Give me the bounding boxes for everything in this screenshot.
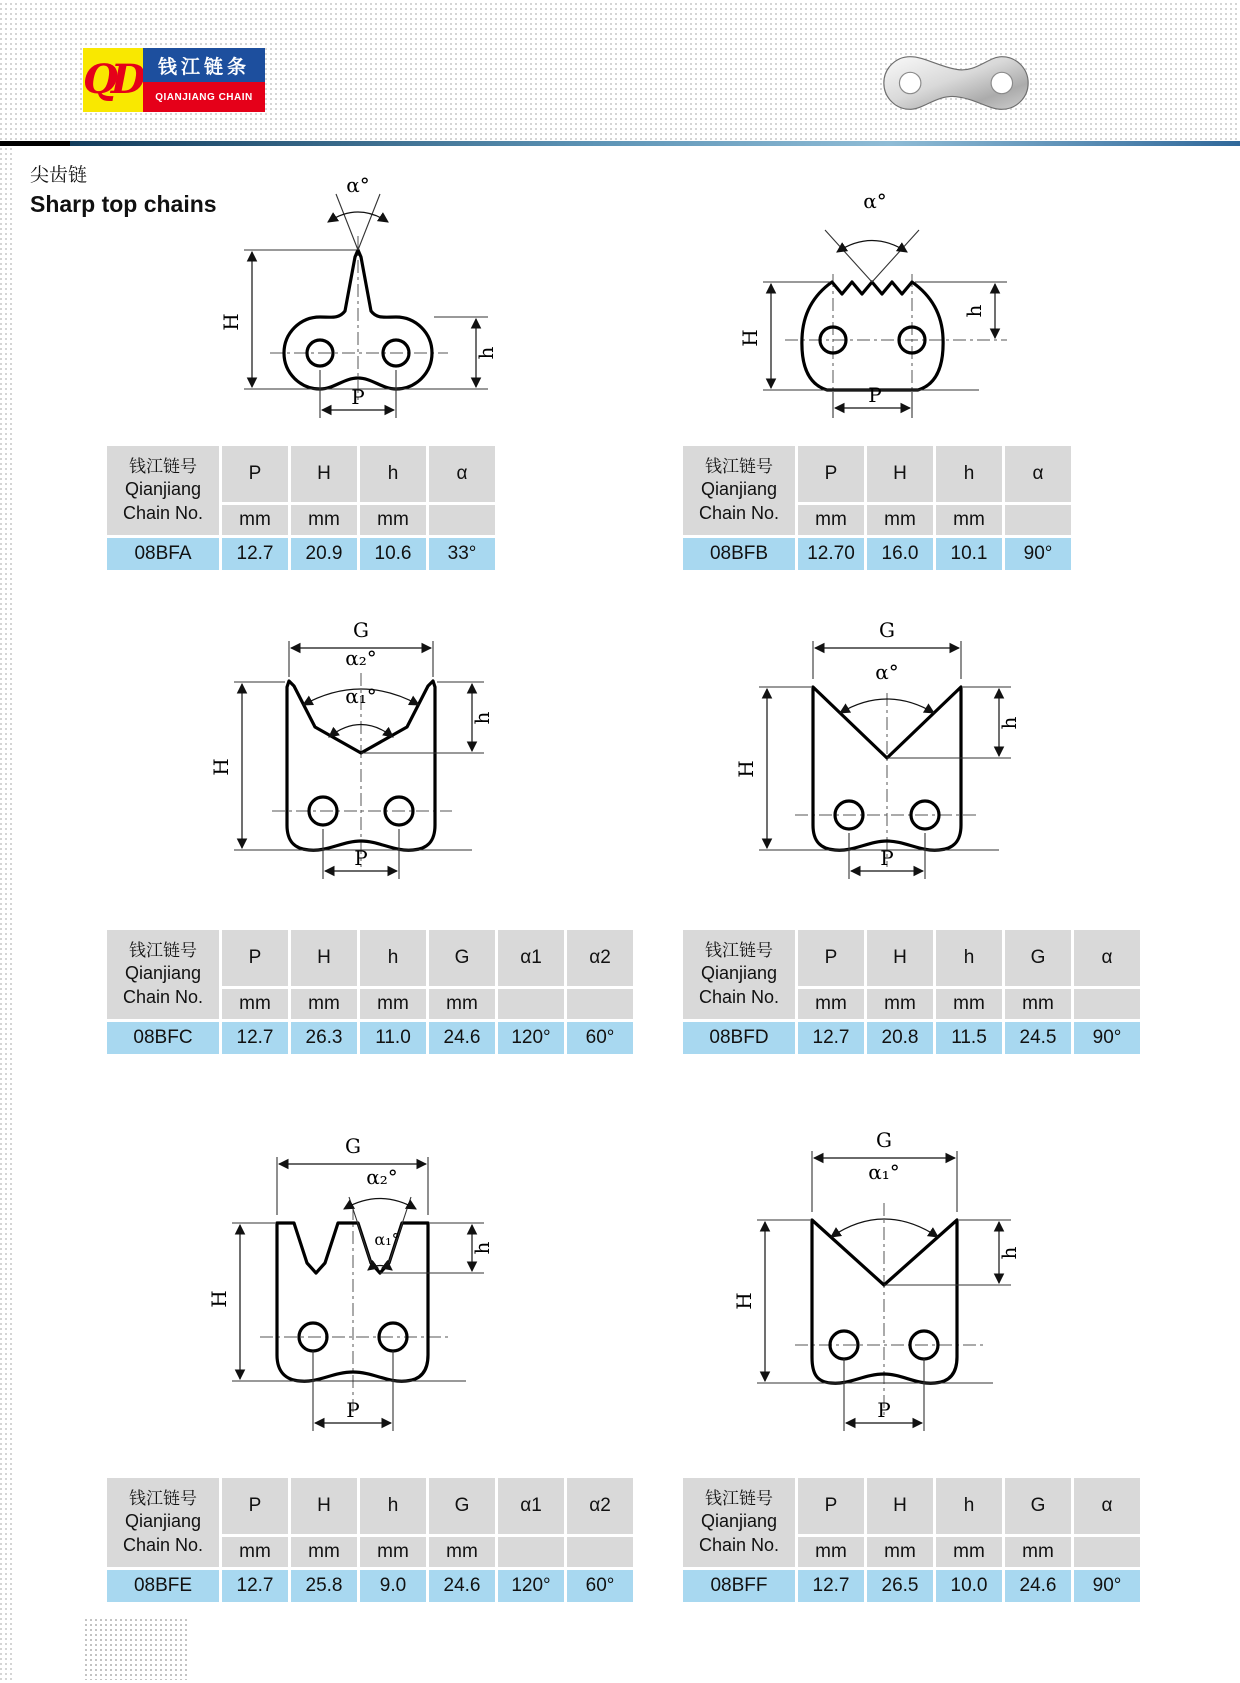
unit-cell	[429, 505, 495, 535]
value-P: 12.7	[222, 1022, 288, 1054]
col-header-h: h	[360, 446, 426, 502]
unit-cell: mm	[867, 505, 933, 535]
monogram-text: QD	[83, 56, 139, 103]
col-header-h: h	[936, 446, 1002, 502]
unit-cell: mm	[429, 989, 495, 1019]
table-row	[107, 538, 495, 570]
brand-logo	[83, 48, 265, 112]
chain-no-header-cell	[107, 930, 219, 1019]
value-alpha: 90°	[1074, 1570, 1140, 1602]
dim-label-H: H	[209, 758, 233, 776]
value-alpha1: 120°	[498, 1570, 564, 1602]
chain-header-en2: Chain No.	[122, 502, 204, 523]
chain-header-zh: 钱江链号	[705, 941, 773, 962]
chain-header-zh: 钱江链号	[705, 457, 773, 478]
dim-label-alpha1: α₁°	[345, 684, 377, 708]
value-P: 12.7	[222, 1570, 288, 1602]
diagram-08bfb	[715, 178, 1035, 423]
unit-cell: mm	[222, 1537, 288, 1567]
dim-label-H: H	[734, 760, 758, 778]
unit-cell: mm	[798, 505, 864, 535]
col-header-alpha: α	[1074, 930, 1140, 986]
unit-cell: mm	[1005, 1537, 1071, 1567]
chain-header-en1: Qianjiang	[700, 963, 778, 984]
page-title	[30, 160, 217, 218]
col-header-H: H	[867, 1478, 933, 1534]
left-dotted-strip	[0, 0, 13, 1683]
col-header-G: G	[429, 930, 495, 986]
unit-cell: mm	[936, 989, 1002, 1019]
col-header-H: H	[291, 1478, 357, 1534]
diagram-08bff	[715, 1085, 1035, 1440]
chain-header-en2: Chain No.	[698, 502, 780, 523]
unit-cell: mm	[222, 989, 288, 1019]
value-H: 20.8	[867, 1022, 933, 1054]
brand-name-zh: 钱江链条	[143, 48, 265, 82]
chain-no-value: 08BFC	[107, 1022, 219, 1054]
col-header-H: H	[867, 446, 933, 502]
dim-label-G: G	[876, 1128, 892, 1152]
dim-label-H: H	[219, 313, 243, 331]
value-H: 25.8	[291, 1570, 357, 1602]
col-header-P: P	[798, 1478, 864, 1534]
unit-cell: mm	[1005, 989, 1071, 1019]
unit-cell: mm	[798, 1537, 864, 1567]
chain-no-header-cell	[107, 446, 219, 535]
chain-header-en1: Qianjiang	[124, 1511, 202, 1532]
chain-header-en2: Chain No.	[698, 1534, 780, 1555]
dim-label-h: h	[997, 1246, 1021, 1260]
unit-cell: mm	[936, 505, 1002, 535]
chain-plate-icon	[876, 44, 1036, 122]
value-alpha: 90°	[1005, 538, 1071, 570]
unit-cell: mm	[867, 1537, 933, 1567]
brand-text-block	[143, 48, 265, 112]
dim-label-H: H	[207, 1290, 231, 1308]
dim-label-P: P	[346, 1398, 360, 1422]
value-P: 12.7	[798, 1570, 864, 1602]
dim-label-P: P	[877, 1398, 891, 1422]
value-h: 10.0	[936, 1570, 1002, 1602]
dim-label-P: P	[880, 846, 894, 870]
dim-label-alpha1: α₁°	[868, 1160, 900, 1184]
dim-label-H: H	[732, 1292, 756, 1310]
table-row	[683, 1022, 1140, 1054]
unit-cell	[498, 1537, 564, 1567]
dim-label-h: h	[470, 1241, 494, 1255]
dim-label-alpha: α°	[863, 189, 887, 213]
unit-cell: mm	[936, 1537, 1002, 1567]
qd-monogram-icon	[83, 48, 143, 112]
value-alpha: 90°	[1074, 1022, 1140, 1054]
brand-name-en: QIANJIANG CHAIN	[143, 82, 265, 112]
chain-header-zh: 钱江链号	[129, 941, 197, 962]
col-header-H: H	[291, 930, 357, 986]
col-header-H: H	[291, 446, 357, 502]
dimension-lines	[234, 641, 484, 879]
chain-header-en2: Chain No.	[122, 1534, 204, 1555]
diagram-08bfe	[190, 1085, 510, 1440]
col-header-P: P	[798, 446, 864, 502]
col-header-alpha2: α2	[567, 930, 633, 986]
unit-cell	[498, 989, 564, 1019]
col-header-alpha: α	[429, 446, 495, 502]
dimension-lines	[244, 194, 488, 418]
dim-label-h: h	[997, 716, 1021, 730]
unit-cell: mm	[291, 989, 357, 1019]
dim-label-alpha: α°	[875, 660, 899, 684]
chain-header-en2: Chain No.	[122, 986, 204, 1007]
dim-label-alpha2: α₂°	[366, 1165, 398, 1189]
diagram-08bfa	[190, 173, 510, 423]
chain-header-en1: Qianjiang	[124, 963, 202, 984]
col-header-h: h	[936, 930, 1002, 986]
table-row	[683, 538, 1071, 570]
col-header-h: h	[360, 1478, 426, 1534]
dim-label-G: G	[353, 618, 369, 642]
table-row	[107, 1022, 633, 1054]
dim-label-P: P	[868, 383, 882, 407]
col-header-alpha1: α1	[498, 1478, 564, 1534]
unit-cell	[567, 989, 633, 1019]
diagram-08bfc	[190, 585, 510, 885]
spec-table-08bfa	[104, 443, 498, 573]
value-P: 12.7	[798, 1022, 864, 1054]
dim-label-P: P	[351, 385, 365, 409]
spec-table-08bfc	[104, 927, 636, 1057]
dim-label-P: P	[354, 846, 368, 870]
col-header-P: P	[222, 1478, 288, 1534]
chain-header-en2: Chain No.	[698, 986, 780, 1007]
chain-no-value: 08BFE	[107, 1570, 219, 1602]
unit-cell: mm	[360, 989, 426, 1019]
col-header-h: h	[360, 930, 426, 986]
dim-label-H: H	[738, 329, 762, 347]
unit-cell	[1005, 505, 1071, 535]
value-H: 26.3	[291, 1022, 357, 1054]
chain-header-en1: Qianjiang	[124, 479, 202, 500]
header-rule-black	[0, 141, 70, 146]
table-row	[683, 1570, 1140, 1602]
value-P: 12.7	[222, 538, 288, 570]
col-header-H: H	[867, 930, 933, 986]
value-P: 12.70	[798, 538, 864, 570]
col-header-P: P	[222, 446, 288, 502]
dim-label-alpha1: α₁°	[374, 1230, 400, 1249]
chain-header-en1: Qianjiang	[700, 1511, 778, 1532]
dim-label-alpha: α°	[346, 173, 370, 197]
value-alpha2: 60°	[567, 1022, 633, 1054]
chain-header-zh: 钱江链号	[129, 1489, 197, 1510]
unit-cell: mm	[360, 1537, 426, 1567]
value-H: 20.9	[291, 538, 357, 570]
col-header-G: G	[1005, 930, 1071, 986]
unit-cell: mm	[429, 1537, 495, 1567]
centerlines	[260, 1207, 452, 1417]
dim-label-h: h	[470, 711, 494, 725]
spec-table-08bfd	[680, 927, 1143, 1057]
col-header-G: G	[1005, 1478, 1071, 1534]
value-alpha: 33°	[429, 538, 495, 570]
unit-cell	[1074, 989, 1140, 1019]
spec-table-08bfb	[680, 443, 1074, 573]
unit-cell: mm	[291, 505, 357, 535]
col-header-G: G	[429, 1478, 495, 1534]
dimension-lines	[232, 1157, 484, 1431]
value-alpha2: 60°	[567, 1570, 633, 1602]
unit-cell: mm	[291, 1537, 357, 1567]
dim-label-G: G	[345, 1134, 361, 1158]
title-zh: 尖齿链	[30, 164, 88, 186]
chain-no-value: 08BFD	[683, 1022, 795, 1054]
centerlines	[270, 236, 448, 400]
dim-label-h: h	[962, 304, 986, 318]
chain-no-header-cell	[683, 446, 795, 535]
chain-no-header-cell	[107, 1478, 219, 1567]
dim-label-h: h	[474, 346, 498, 360]
table-row	[107, 1570, 633, 1602]
chain-header-zh: 钱江链号	[705, 1489, 773, 1510]
chain-header-zh: 钱江链号	[129, 457, 197, 478]
col-header-alpha2: α2	[567, 1478, 633, 1534]
value-G: 24.5	[1005, 1022, 1071, 1054]
value-h: 10.1	[936, 538, 1002, 570]
chain-header-en1: Qianjiang	[700, 479, 778, 500]
value-H: 16.0	[867, 538, 933, 570]
value-h: 9.0	[360, 1570, 426, 1602]
value-G: 24.6	[429, 1570, 495, 1602]
value-G: 24.6	[429, 1022, 495, 1054]
unit-cell	[1074, 1537, 1140, 1567]
value-h: 11.0	[360, 1022, 426, 1054]
col-header-P: P	[222, 930, 288, 986]
unit-cell: mm	[222, 505, 288, 535]
unit-cell: mm	[867, 989, 933, 1019]
unit-cell: mm	[360, 505, 426, 535]
chain-no-value: 08BFA	[107, 538, 219, 570]
unit-cell	[567, 1537, 633, 1567]
chain-no-header-cell	[683, 1478, 795, 1567]
diagram-08bfd	[715, 585, 1035, 885]
col-header-alpha: α	[1005, 446, 1071, 502]
spec-table-08bff	[680, 1475, 1143, 1605]
dim-label-G: G	[879, 618, 895, 642]
unit-cell: mm	[798, 989, 864, 1019]
dim-label-alpha2: α₂°	[345, 646, 377, 670]
value-h: 11.5	[936, 1022, 1002, 1054]
chain-no-header-cell	[683, 930, 795, 1019]
dimension-lines	[763, 230, 1007, 418]
value-G: 24.6	[1005, 1570, 1071, 1602]
chain-no-value: 08BFF	[683, 1570, 795, 1602]
centerlines	[795, 1203, 983, 1417]
value-H: 26.5	[867, 1570, 933, 1602]
value-alpha1: 120°	[498, 1022, 564, 1054]
chain-no-value: 08BFB	[683, 538, 795, 570]
title-en: Sharp top chains	[30, 191, 217, 217]
header-rule-blue	[70, 141, 1240, 146]
col-header-P: P	[798, 930, 864, 986]
col-header-alpha: α	[1074, 1478, 1140, 1534]
link-outline	[802, 282, 943, 390]
bottom-left-dotted-block	[85, 1616, 190, 1680]
spec-table-08bfe	[104, 1475, 636, 1605]
value-h: 10.6	[360, 538, 426, 570]
col-header-alpha1: α1	[498, 930, 564, 986]
col-header-h: h	[936, 1478, 1002, 1534]
